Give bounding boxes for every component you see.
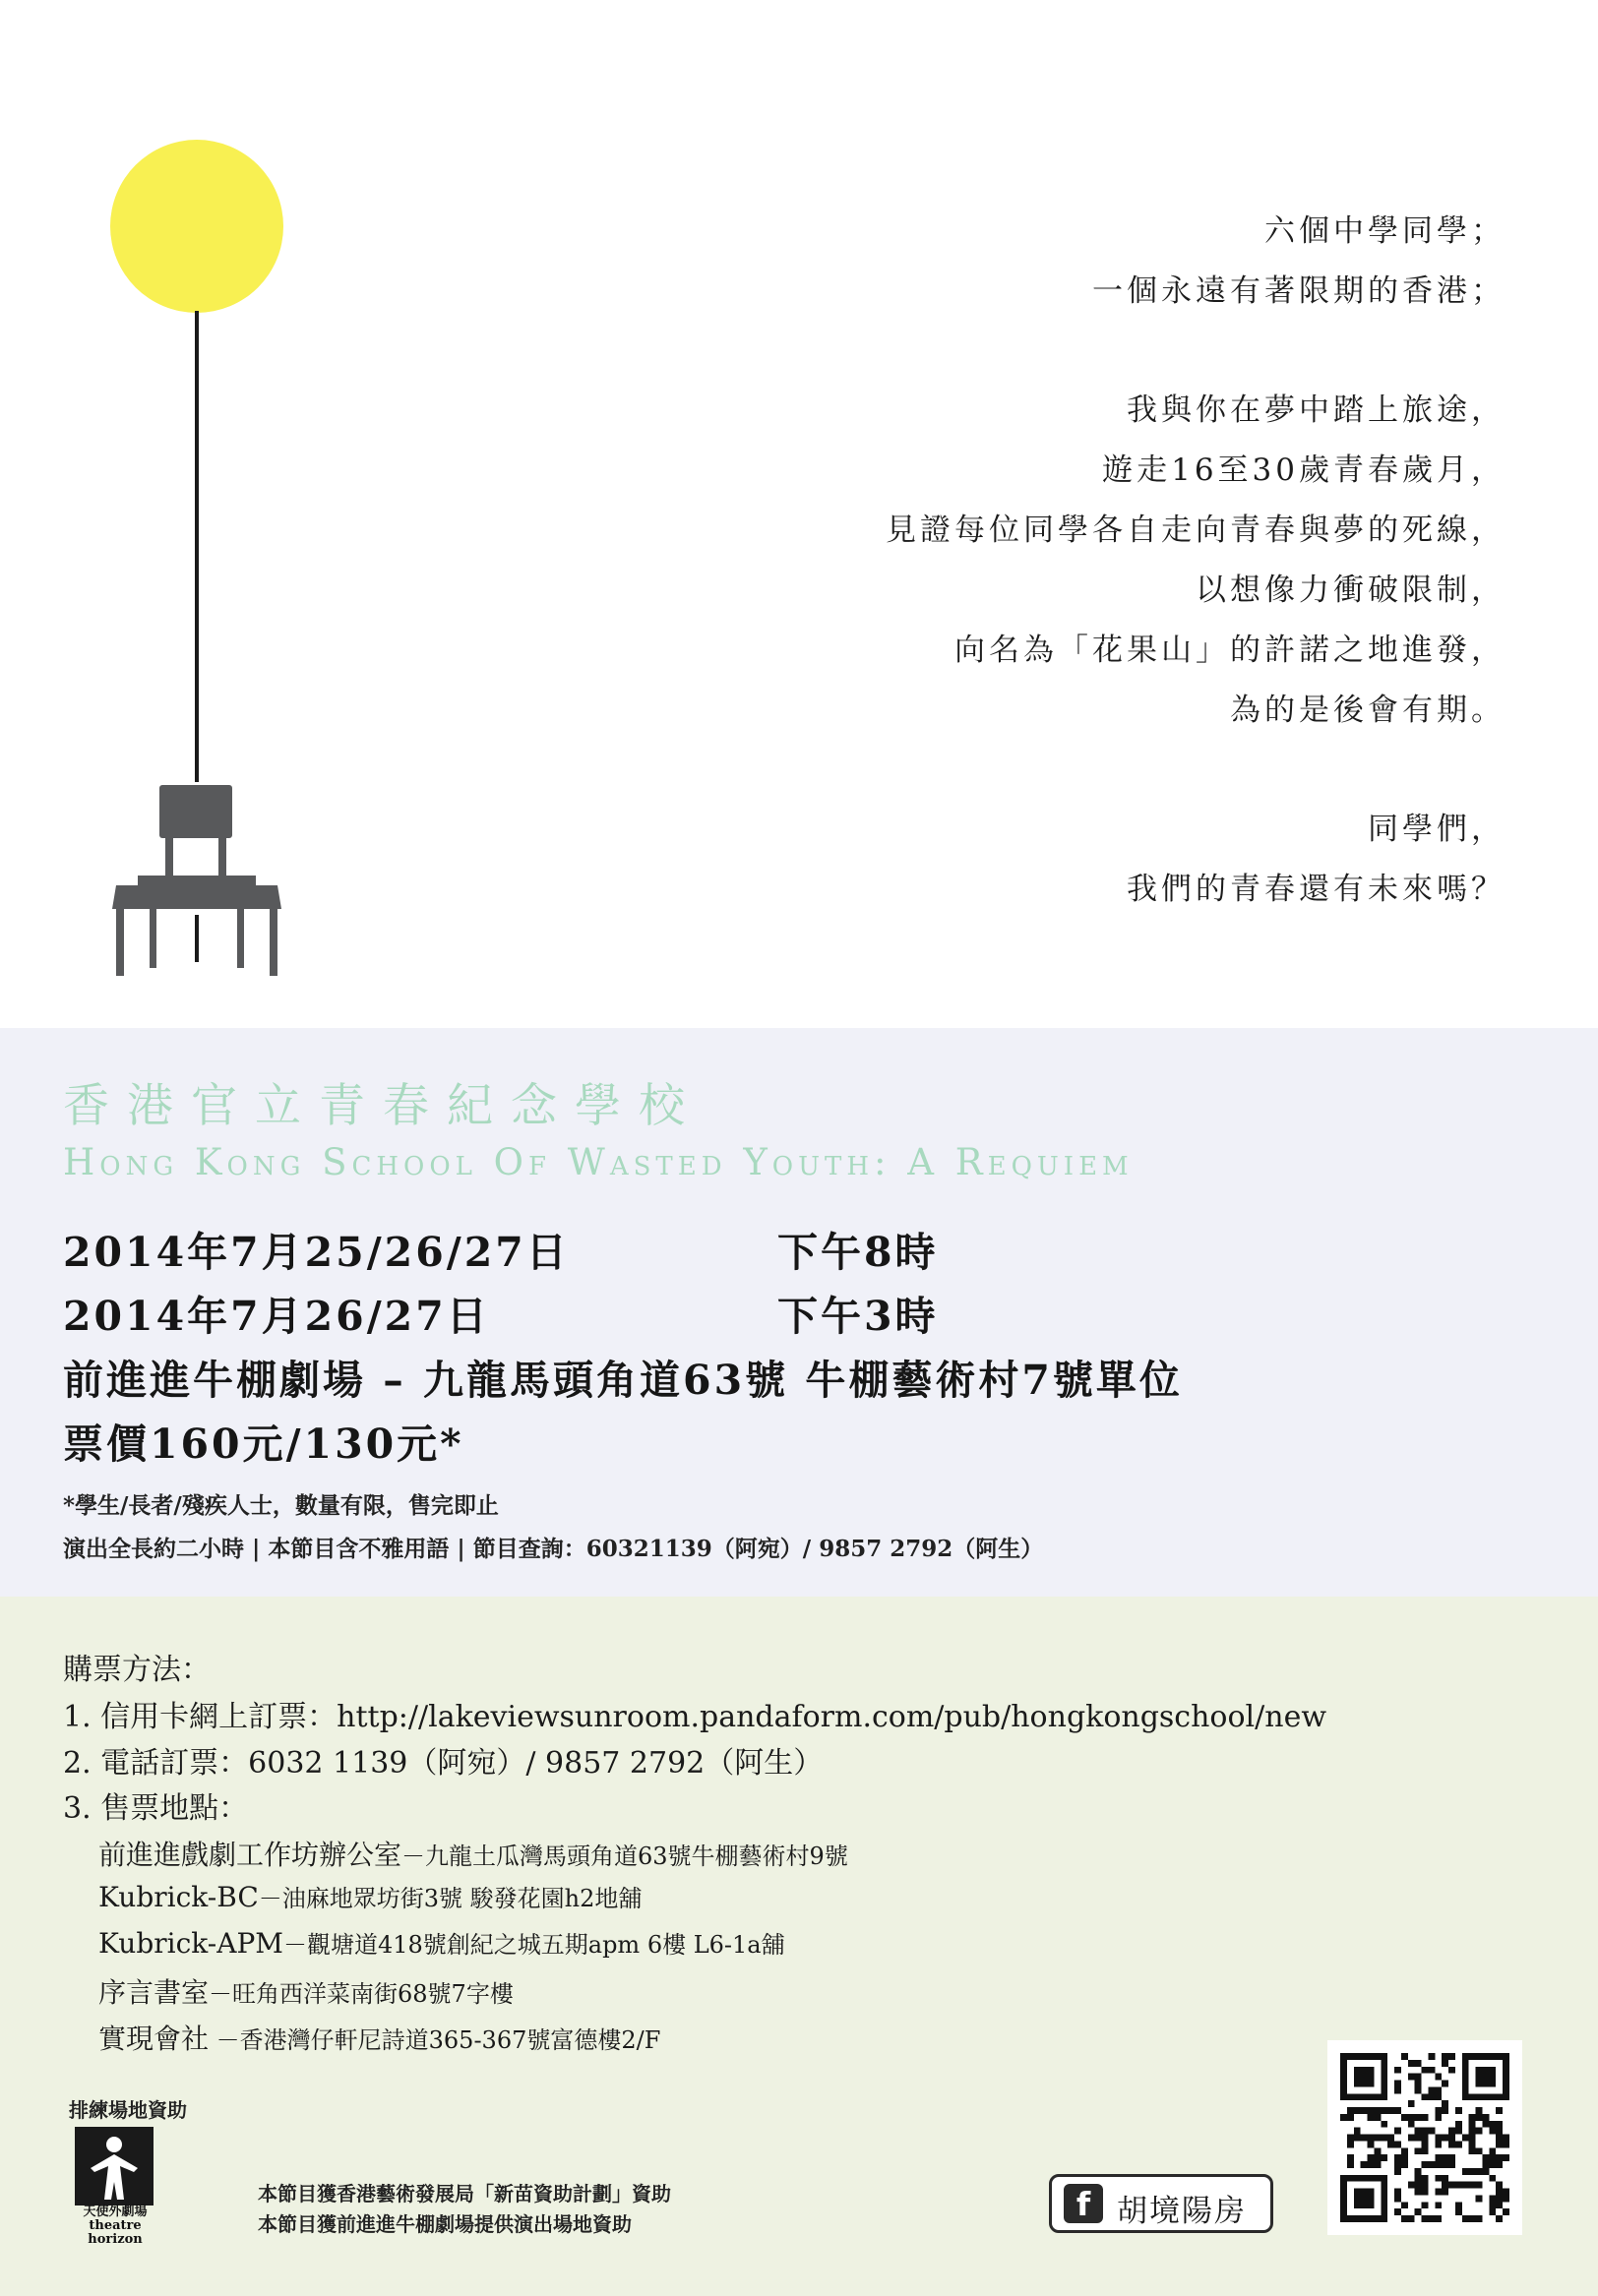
facebook-page-name: 胡境陽房 — [1117, 2194, 1247, 2229]
title-chinese: 香港官立青春紀念學校 — [63, 1079, 703, 1133]
venue: 前進進牛棚劇場 – 九龍馬頭角道63號 牛棚藝術村7號單位 — [63, 1357, 1183, 1404]
date-text: 2014年7月25/26/27日 — [63, 1229, 570, 1276]
poem-line: 見證每位同學各自走向青春與夢的死線， — [886, 513, 1506, 548]
facebook-badge[interactable] — [1049, 2174, 1273, 2233]
outlet-address: －九龍土瓜灣馬頭角道63號牛棚藝術村9號 — [401, 1843, 848, 1870]
outlet-item — [98, 2018, 660, 2057]
poem-line: 以想像力衝破限制， — [1196, 573, 1506, 608]
outlet-item — [98, 1971, 514, 2011]
balloon-chair-illustration — [98, 128, 305, 994]
poem-line: 同學們， — [1368, 812, 1506, 847]
outlet-item — [98, 1879, 642, 1913]
ticket-heading: 購票方法： — [63, 1653, 211, 1687]
ticket-price: 票價160元/130元* — [63, 1420, 464, 1468]
poem — [886, 202, 1506, 920]
outlet-name: 前進進戲劇工作坊辦公室 — [98, 1839, 402, 1871]
qr-code-icon — [1340, 2053, 1509, 2222]
outlet-item — [98, 1834, 848, 1873]
poem-line: 一個永遠有著限期的香港； — [1092, 273, 1506, 309]
concession-note: *學生/長者/殘疾人士，數量有限，售完即止 — [63, 1492, 499, 1519]
outlet-name: Kubrick-BC — [98, 1881, 259, 1913]
poem-line: 向名為「花果山」的許諾之地進發， — [954, 633, 1506, 668]
outlet-name: 實現會社 — [98, 2023, 210, 2055]
logo-name-cn: 天使外劇場 — [83, 2205, 148, 2219]
logo-caption — [61, 2205, 169, 2247]
outlet-address: －旺角西洋菜南街68號7字樓 — [209, 1980, 514, 2008]
outlet-name: 序言書室 — [98, 1976, 210, 2009]
qr-code[interactable] — [1327, 2040, 1522, 2235]
show-date-matinee — [63, 1284, 939, 1342]
support-line: 本節目獲前進進牛棚劇場提供演出場地資助 — [258, 2212, 632, 2236]
outlet-address: －香港灣仔軒尼詩道365-367號富德樓2/F — [209, 2026, 661, 2054]
support-line: 本節目獲香港藝術發展局「新苗資助計劃」資助 — [258, 2182, 671, 2205]
poem-line: 六個中學同學； — [1264, 213, 1506, 249]
time-text: 下午3時 — [777, 1293, 939, 1340]
rehearsal-sponsor-label: 排練場地資助 — [69, 2098, 187, 2122]
poem-line: 遊走16至30歲青春歲月， — [1102, 453, 1506, 488]
outlet-address: －油麻地眾坊街3號 駿發花園h2地舖 — [258, 1885, 643, 1912]
ticket-method-online[interactable]: 1. 信用卡網上訂票：http://lakeviewsunroom.pandaform.com/pub/hongkongschool/new — [63, 1700, 1327, 1734]
ticket-method-outlets: 3. 售票地點： — [63, 1791, 249, 1826]
outlet-name: Kubrick-APM — [98, 1927, 283, 1960]
date-text: 2014年7月26/27日 — [63, 1293, 490, 1340]
show-date-evening — [63, 1220, 939, 1278]
poem-line: 我們的青春還有未來嗎？ — [1127, 872, 1506, 907]
time-text: 下午8時 — [777, 1229, 939, 1276]
facebook-icon: f — [1064, 2184, 1103, 2223]
outlet-address: －觀塘道418號創紀之城五期apm 6樓 L6-1a舖 — [282, 1931, 785, 1959]
poem-line: 我與你在夢中踏上旅途， — [1127, 393, 1506, 428]
logo-name-en: theatre horizon — [88, 2218, 143, 2247]
balloon-icon — [110, 140, 283, 313]
show-info-note: 演出全長約二小時 | 本節目含不雅用語 | 節目查詢：60321139（阿宛）/ 9857 2792（阿生） — [63, 1536, 1044, 1562]
title-english: Hong Kong School Of Wasted Youth: A Requiem — [63, 1141, 1134, 1183]
poem-line: 為的是後會有期。 — [1230, 693, 1506, 728]
outlet-item — [98, 1925, 785, 1960]
ticket-method-phone: 2. 電話訂票：6032 1139（阿宛）/ 9857 2792（阿生） — [63, 1746, 824, 1781]
